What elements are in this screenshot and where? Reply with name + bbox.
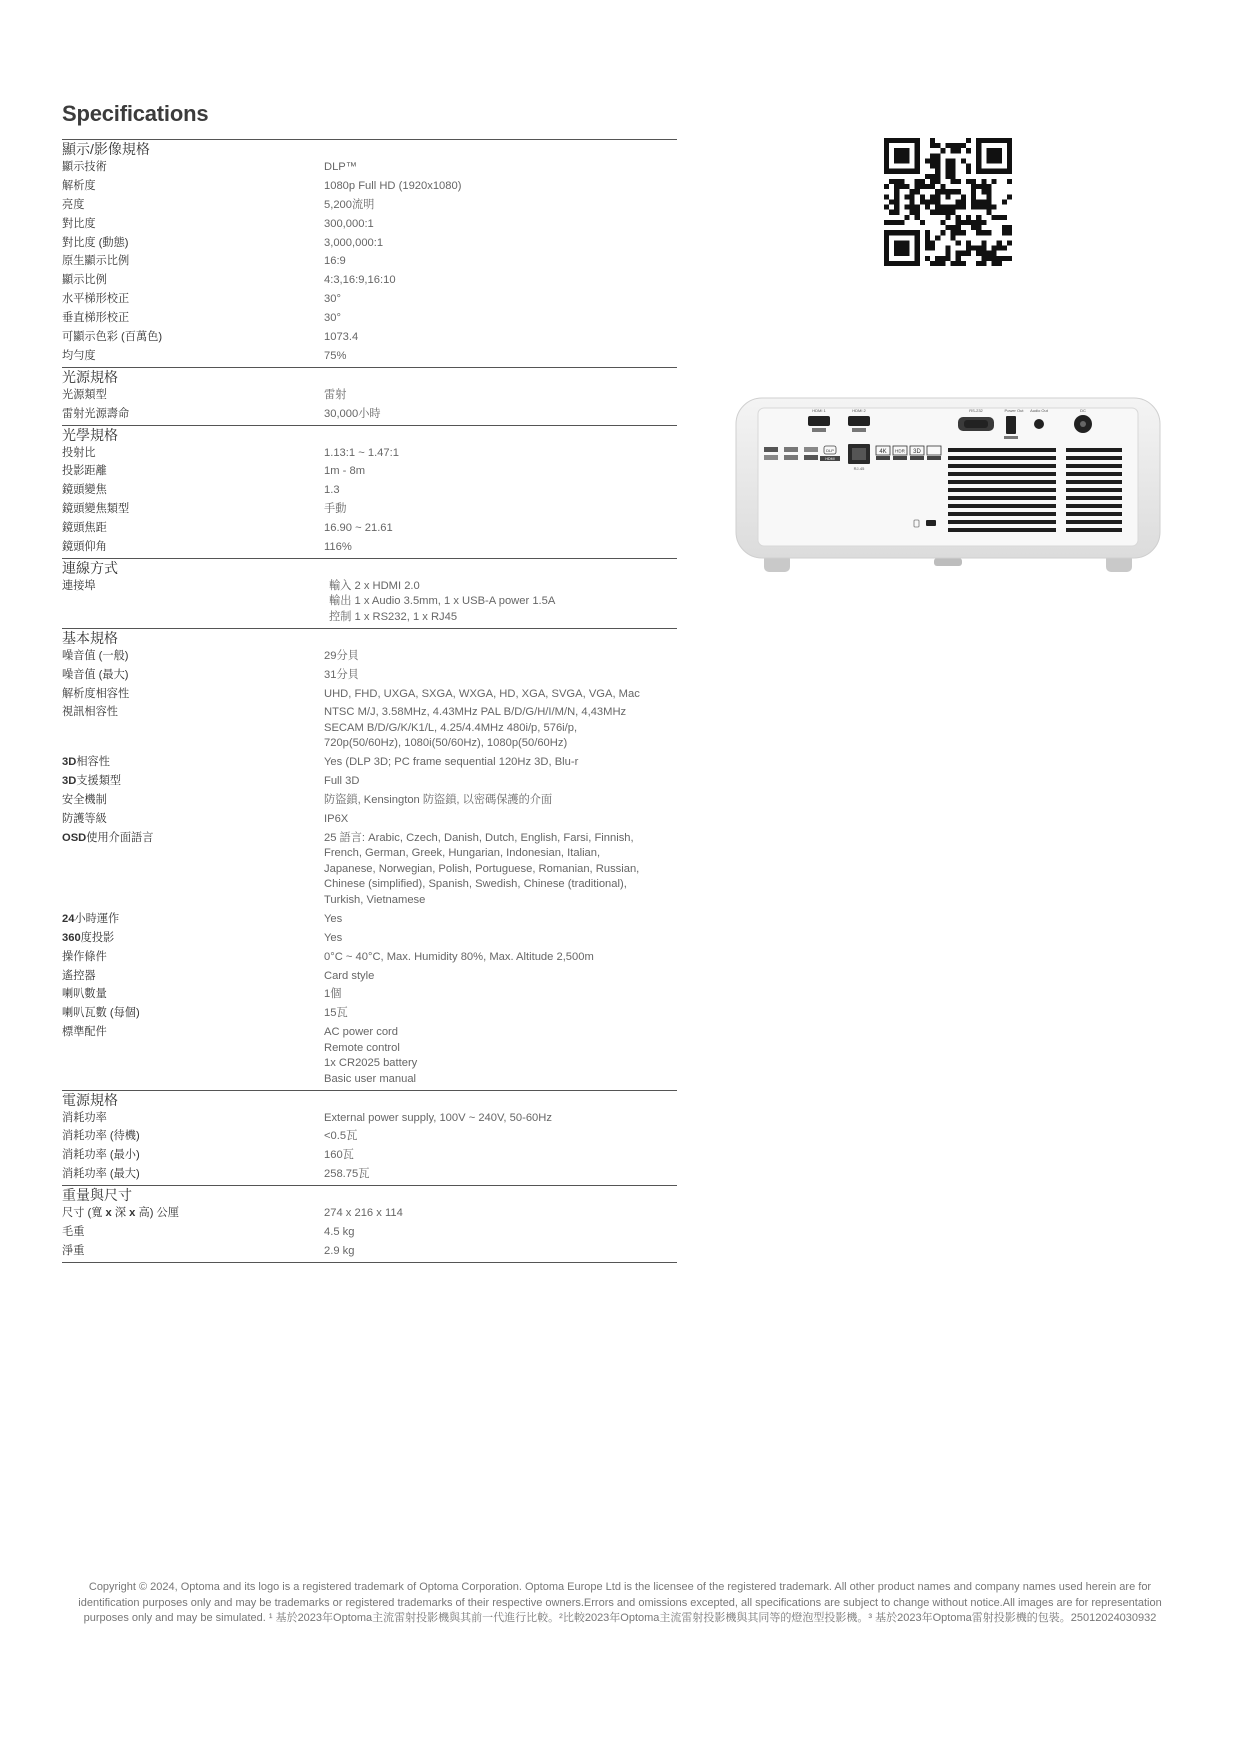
spec-row — [62, 178, 677, 197]
spec-row — [62, 520, 677, 539]
spec-section-title: 顯示/影像規格 — [62, 141, 150, 157]
spec-row — [62, 310, 677, 329]
spec-label: 尺寸 (寬 x 深 x 高) 公厘 — [62, 1207, 179, 1220]
spec-row — [62, 272, 677, 291]
spec-label: 視訊相容性 — [62, 706, 118, 719]
spec-value: 4.5 kg — [324, 1226, 355, 1239]
spec-row — [62, 1128, 677, 1147]
spec-label: 鏡頭仰角 — [62, 541, 107, 554]
spec-section-title: 基本規格 — [62, 629, 118, 646]
spec-label: 噪音值 (一般) — [62, 649, 129, 662]
spec-label: 安全機制 — [62, 794, 107, 807]
spec-value: IP6X — [324, 813, 349, 826]
badge-3d: 3D — [913, 449, 921, 455]
spec-row — [62, 1147, 677, 1166]
spec-label: 3D相容性 — [62, 756, 110, 769]
spec-row — [62, 949, 677, 968]
spec-value: 1.3 — [324, 484, 340, 497]
spec-section — [62, 139, 677, 367]
badge-dlp: DLP — [826, 448, 834, 453]
spec-label: 光源類型 — [62, 388, 107, 401]
spec-row — [62, 235, 677, 254]
spec-row — [62, 197, 677, 216]
spec-section — [62, 1090, 677, 1186]
spec-row — [62, 578, 677, 628]
spec-label: 對比度 — [62, 217, 96, 230]
spec-value: 30° — [324, 293, 341, 306]
spec-label: 連接埠 — [62, 579, 96, 592]
spec-label: 鏡頭變焦 — [62, 484, 107, 497]
spec-value: 31分貝 — [324, 668, 359, 681]
spec-label: 24小時運作 — [62, 912, 120, 925]
spec-row — [62, 754, 677, 773]
spec-label: 喇叭瓦數 (每個) — [62, 1007, 140, 1020]
spec-label: 投影距離 — [62, 465, 107, 478]
port-label-hdmi1: HDMI 1 — [812, 408, 826, 413]
spec-row — [62, 648, 677, 667]
spec-value: 25 語言: Arabic, Czech, Danish, Dutch, English, Farsi, Finnish, French, German, Greek, Hungarian, Indonesian, Italian, Japanese, Norwegian, Polish, Portuguese, Romanian, Russian, Chinese (simplified), Spanish, Swedish, Chinese (traditional), Turkish, Vietnamese — [324, 831, 640, 906]
spec-section-title: 重量與尺寸 — [62, 1187, 132, 1204]
spec-label: 噪音值 (最大) — [62, 668, 129, 681]
spec-value: 5,200流明 — [324, 198, 375, 211]
spec-value: 防盜鎖, Kensington 防盜鎖, 以密碼保護的介面 — [324, 794, 553, 807]
spec-label: 解析度相容性 — [62, 687, 130, 700]
spec-label: 亮度 — [62, 198, 85, 211]
port-label-rj45: RJ-45 — [853, 466, 865, 471]
spec-row — [62, 686, 677, 705]
qr-code — [884, 138, 1012, 266]
spec-label: 360度投影 — [62, 931, 115, 944]
spec-section-title: 光源規格 — [62, 368, 118, 385]
spec-value: 30,000小時 — [324, 407, 381, 420]
spec-value: 29分貝 — [324, 649, 359, 662]
spec-value: 116% — [324, 541, 352, 554]
spec-value: Yes — [324, 931, 343, 944]
spec-value: 15瓦 — [324, 1007, 348, 1020]
spec-value: 1個 — [324, 988, 342, 1001]
spec-section — [62, 367, 677, 425]
footer-disclaimer: Copyright © 2024, Optoma and its logo is a registered trademark of Optoma Corporation. Optoma Europe Ltd is the licensee of the registered trademark. All other product names and company names used herein are for identification purposes only and may be trademarks or registered trademarks of their respective owners.Errors and omissions excepted, all specifications are subject to change without notice.All images are for representation purposes only and may be simulated. ¹ 基於2023年Optoma主流雷射投影機與其前一代進行比較。²比較2023年Optoma主流雷射投影機與其同等的燈泡型投影機。³ 基於2023年Optoma雷射投影機的包裝。25012024030932 — [78, 1581, 1162, 1625]
spec-row — [62, 1224, 677, 1243]
spec-row — [62, 1243, 677, 1262]
port-label-rs232: RS-232 — [969, 408, 983, 413]
spec-label: 淨重 — [62, 1244, 85, 1257]
spec-label: 消耗功率 — [62, 1111, 107, 1124]
spec-row — [62, 911, 677, 930]
projector-rear-image — [734, 394, 1162, 576]
spec-label: 顯示技術 — [62, 161, 107, 173]
spec-row — [62, 1205, 677, 1224]
spec-label: 顯示比例 — [62, 274, 107, 287]
spec-label: 標準配件 — [62, 1026, 107, 1039]
port-label-audio-out: Audio Out — [1030, 408, 1048, 413]
badge-hdr: HDR — [895, 448, 905, 454]
spec-label: 消耗功率 (最大) — [62, 1168, 140, 1181]
port-label-dc: DC — [1080, 408, 1086, 413]
spec-label: 鏡頭變焦類型 — [62, 503, 130, 516]
spec-table — [62, 139, 677, 1263]
spec-label: 喇叭數量 — [62, 988, 107, 1001]
spec-value: NTSC M/J, 3.58MHz, 4.43MHz PAL B/D/G/H/I/M/N, 4,43MHz SECAM B/D/G/K/K1/L, 4.25/4.4MHz 480i/p, 576i/p, 720p(50/60Hz), 1080i(50/60Hz), 1080p(50/60Hz) — [324, 706, 627, 750]
spec-row — [62, 986, 677, 1005]
spec-label: 對比度 (動態) — [62, 236, 129, 249]
spec-row — [62, 704, 677, 754]
spec-label: 可顯示色彩 (百萬色) — [62, 331, 163, 344]
spec-value: 300,000:1 — [324, 217, 374, 230]
spec-value: 160瓦 — [324, 1149, 354, 1162]
spec-row — [62, 1166, 677, 1185]
spec-label: 消耗功率 (待機) — [62, 1130, 140, 1143]
spec-label: OSD使用介面語言 — [62, 831, 154, 844]
spec-row — [62, 291, 677, 310]
spec-row — [62, 539, 677, 558]
spec-value: 4:3,16:9,16:10 — [324, 274, 396, 287]
spec-label: 防護等級 — [62, 813, 107, 826]
spec-value: 3,000,000:1 — [324, 236, 384, 249]
spec-value: 輸入 2 x HDMI 2.0 輸出 1 x Audio 3.5mm, 1 x USB-A power 1.5A 控制 1 x RS232, 1 x RJ45 — [329, 579, 556, 623]
spec-value: 手動 — [324, 503, 347, 516]
spec-row — [62, 216, 677, 235]
spec-label: 解析度 — [62, 179, 96, 192]
spec-row — [62, 501, 677, 520]
spec-row — [62, 1005, 677, 1024]
spec-row — [62, 253, 677, 272]
spec-row — [62, 667, 677, 686]
spec-section — [62, 628, 677, 1090]
spec-value: 0°C ~ 40°C, Max. Humidity 80%, Max. Altitude 2,500m — [324, 950, 594, 963]
spec-section-title: 連線方式 — [62, 559, 118, 576]
spec-value: DLP™ — [324, 161, 357, 173]
spec-row — [62, 348, 677, 367]
spec-label: 水平梯形校正 — [62, 293, 130, 306]
spec-value: 274 x 216 x 114 — [324, 1207, 403, 1220]
spec-label: 垂直梯形校正 — [62, 312, 130, 325]
spec-value: 16.90 ~ 21.61 — [324, 522, 393, 535]
spec-value: Yes — [324, 912, 343, 925]
spec-section-title: 光學規格 — [62, 426, 118, 443]
spec-value: 1m - 8m — [324, 465, 366, 478]
spec-row — [62, 445, 677, 464]
spec-row — [62, 482, 677, 501]
spec-value: AC power cord Remote control 1x CR2025 battery Basic user manual — [324, 1026, 418, 1085]
spec-row — [62, 387, 677, 406]
port-label-power-out: Power Out — [1004, 408, 1024, 413]
badge-hdmi: HDMI — [825, 457, 835, 461]
spec-value: Card style — [324, 969, 375, 982]
spec-value: 雷射 — [324, 388, 347, 401]
spec-label: 原生顯示比例 — [62, 255, 130, 268]
spec-value: 30° — [324, 312, 341, 325]
spec-label: 消耗功率 (最小) — [62, 1149, 140, 1162]
spec-label: 操作條件 — [62, 950, 107, 963]
spec-section — [62, 558, 677, 628]
spec-row — [62, 968, 677, 987]
badge-4k: 4K — [879, 449, 887, 455]
page-title: Specifications — [62, 101, 209, 126]
spec-value: 2.9 kg — [324, 1244, 355, 1257]
spec-row — [62, 792, 677, 811]
spec-row — [62, 930, 677, 949]
spec-value: <0.5瓦 — [324, 1130, 358, 1143]
spec-row — [62, 773, 677, 792]
spec-section-title: 電源規格 — [62, 1091, 118, 1108]
spec-value: External power supply, 100V ~ 240V, 50-60Hz — [324, 1111, 552, 1124]
port-label-hdmi2: HDMI 2 — [852, 408, 866, 413]
spec-label: 遙控器 — [62, 969, 96, 982]
spec-row — [62, 329, 677, 348]
spec-value: Full 3D — [324, 775, 360, 788]
spec-value: 258.75瓦 — [324, 1168, 370, 1181]
spec-row — [62, 159, 677, 178]
spec-value: 16:9 — [324, 255, 346, 268]
spec-row — [62, 1024, 677, 1089]
spec-row — [62, 463, 677, 482]
spec-value: 1.13:1 ~ 1.47:1 — [324, 446, 399, 459]
spec-label: 鏡頭焦距 — [62, 522, 107, 535]
spec-label: 3D支援類型 — [62, 775, 122, 788]
spec-value: UHD, FHD, UXGA, SXGA, WXGA, HD, XGA, SVGA, VGA, Mac — [324, 687, 640, 700]
spec-row — [62, 406, 677, 425]
spec-row — [62, 830, 677, 911]
spec-value: 75% — [324, 349, 347, 362]
spec-label: 均勻度 — [62, 349, 96, 362]
spec-label: 毛重 — [62, 1226, 85, 1239]
spec-section — [62, 1185, 677, 1263]
spec-section — [62, 425, 677, 558]
spec-value: Yes (DLP 3D; PC frame sequential 120Hz 3D, Blu-r — [324, 756, 579, 769]
spec-row — [62, 1110, 677, 1129]
spec-value: 1073.4 — [324, 331, 359, 344]
spec-label: 投射比 — [62, 446, 96, 459]
spec-label: 雷射光源壽命 — [62, 407, 130, 420]
spec-row — [62, 811, 677, 830]
spec-value: 1080p Full HD (1920x1080) — [324, 179, 462, 192]
